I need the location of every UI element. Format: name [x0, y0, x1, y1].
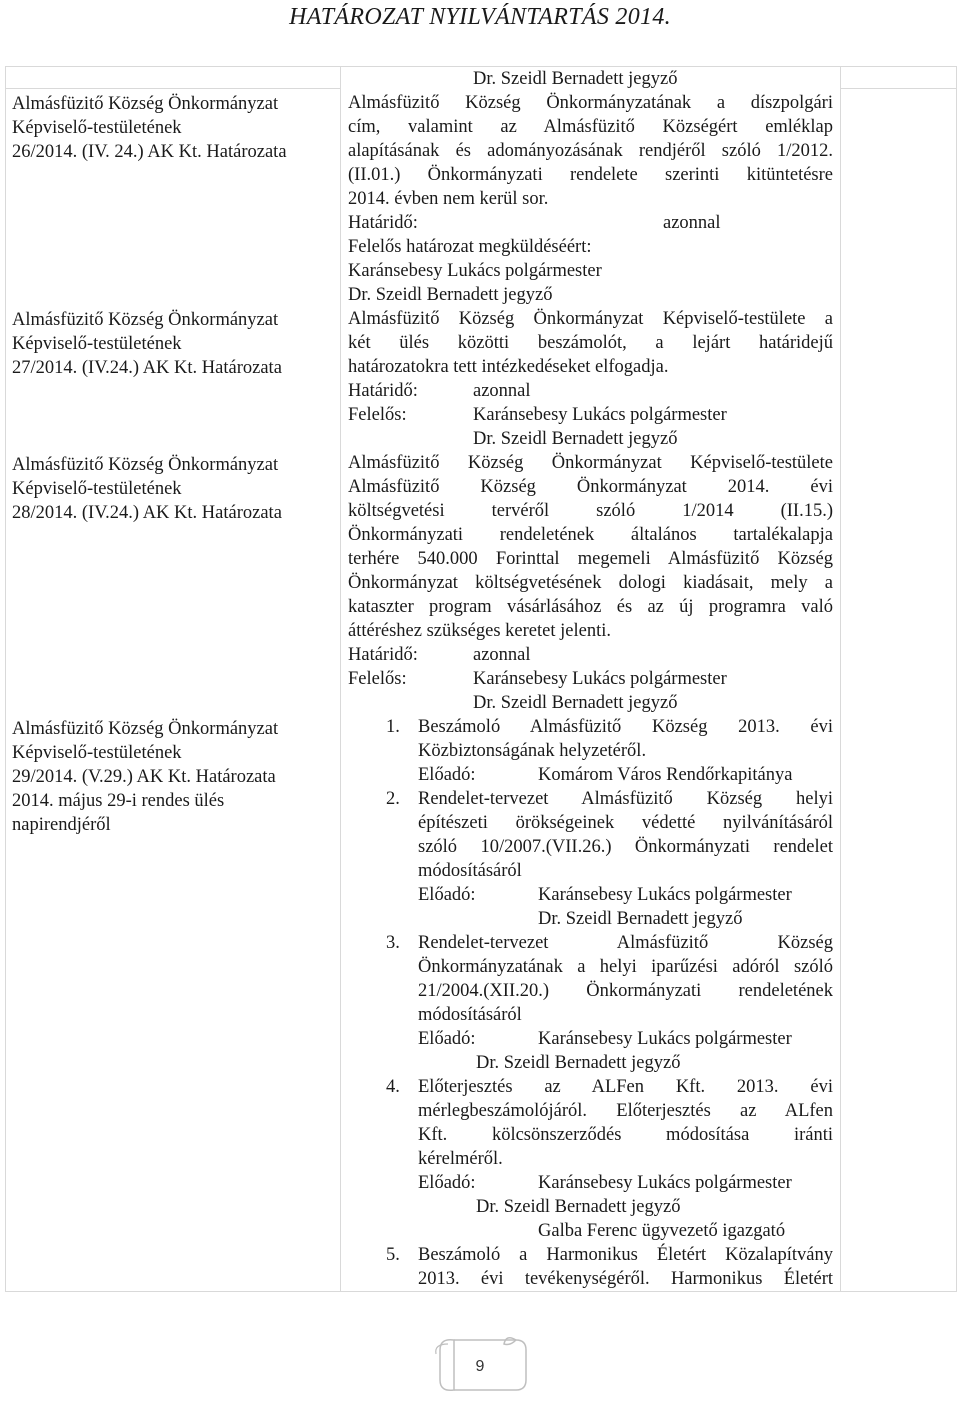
agenda-item-number: 4. — [386, 1077, 400, 1097]
resolution-text-line: Almásfüzitő Község Önkormányzat 2014. évi — [348, 477, 833, 497]
presenter-name: Karánsebesy Lukács polgármester — [538, 1029, 792, 1049]
resolution-text-line: terhére 540.000 Forinttal megemeli Almásfüzitő Község — [348, 549, 833, 569]
responsible-person: Dr. Szeidl Bernadett jegyző — [473, 429, 678, 449]
presenter-name: Dr. Szeidl Bernadett jegyző — [476, 1053, 681, 1073]
left-cell-26 — [12, 92, 330, 164]
left-cell-line: Képviselő-testületének — [12, 479, 182, 499]
resolution-text-line: Almásfüzitő Község Önkormányzatának a díszpolgári — [348, 93, 833, 113]
responsible-label: Felelős: — [348, 405, 407, 425]
left-cell-line: 28/2014. (IV.24.) AK Kt. Határozata — [12, 503, 282, 523]
left-cell-line: Képviselő-testületének — [12, 334, 182, 354]
agenda-item-line: kérelméről. — [418, 1149, 503, 1169]
agenda-item-line: 21/2004.(XII.20.) Önkormányzati rendeletének — [418, 981, 833, 1001]
presenter-line — [348, 1051, 833, 1075]
table-border-bottom — [5, 1291, 957, 1292]
agenda-item-line: Közbiztonságának helyzetéről. — [418, 741, 647, 761]
left-cell-line: Almásfüzitő Község Önkormányzat — [12, 719, 279, 739]
resolution-text-line: (II.01.) Önkormányzati rendelete szerinti kitüntetésre — [348, 165, 833, 185]
presenter-name: Komárom Város Rendőrkapitánya — [538, 765, 793, 785]
resolution-text-line: határozatokra tett intézkedéseket elfogadja. — [348, 357, 669, 377]
agenda-item-number: 1. — [386, 717, 400, 737]
agenda-item-line: építészeti örökségeinek védetté nyilvánításáról — [418, 813, 833, 833]
presenter-line — [348, 1027, 833, 1051]
left-cell-line: 2014. május 29-i rendes ülés — [12, 791, 225, 811]
agenda-item-text: Rendelet-tervezet Almásfüzitő Község — [418, 933, 833, 953]
table-row-divider — [5, 88, 340, 89]
presenter-label: Előadó: — [418, 885, 476, 905]
deadline-label: Határidő: — [348, 645, 418, 665]
table-column-divider — [340, 66, 341, 1291]
presenter-name: Dr. Szeidl Bernadett jegyző — [476, 1197, 681, 1217]
responsible-person: Dr. Szeidl Bernadett jegyző — [473, 693, 678, 713]
presenter-line — [348, 1195, 833, 1219]
left-cell-line: Almásfüzitő Község Önkormányzat — [12, 455, 279, 475]
resolution-text-line: cím, valamint az Almásfüzitő Községért emléklap — [348, 117, 833, 137]
left-cell-29 — [12, 717, 330, 837]
table-border-left — [5, 66, 6, 1291]
presenter-name: Karánsebesy Lukács polgármester — [538, 885, 792, 905]
deadline-value: azonnal — [473, 645, 531, 665]
agenda-item-text: Beszámoló Almásfüzitő Község 2013. évi — [418, 717, 833, 737]
resolution-text-line: Önkormányzati rendeletének általános tartalékalapja — [348, 525, 833, 545]
deadline-value: azonnal — [663, 213, 721, 233]
resolution-text-line: Önkormányzat költségvetésének dologi kiadásait, mely a — [348, 573, 833, 593]
presenter-name: Galba Ferenc ügyvezető igazgató — [538, 1221, 786, 1241]
agenda-item-line — [348, 1243, 833, 1267]
presenter-line — [348, 763, 833, 787]
page-number-ornament — [430, 1330, 530, 1400]
left-cell-line: napirendjéről — [12, 815, 111, 835]
presenter-line — [348, 883, 833, 907]
left-cell-line: Almásfüzitő Község Önkormányzat — [12, 310, 279, 330]
resolution-text-line: alapításának és adományozásának rendjéről szóló 1/2012. — [348, 141, 833, 161]
agenda-item-line: mérlegbeszámolójáról. Előterjesztés az ALfen — [418, 1101, 833, 1121]
table-column-divider — [840, 66, 841, 1291]
table-row-divider — [840, 88, 956, 89]
presenter-label: Előadó: — [418, 1173, 476, 1193]
responsible-line — [348, 667, 833, 691]
deadline-line — [348, 379, 833, 403]
responsible-line — [348, 403, 833, 427]
resolution-text-line: Almásfüzitő Község Önkormányzat Képviselő-testülete — [348, 453, 833, 473]
presenter-name: Karánsebesy Lukács polgármester — [538, 1173, 792, 1193]
left-cell-line: 26/2014. (IV. 24.) AK Kt. Határozata — [12, 142, 287, 162]
agenda-item-number: 5. — [386, 1245, 400, 1265]
left-cell-line: 27/2014. (IV.24.) AK Kt. Határozata — [12, 358, 282, 378]
responsible-line: Felelős határozat megküldéséért: — [348, 237, 592, 257]
signatory-line: Dr. Szeidl Bernadett jegyző — [473, 69, 678, 89]
agenda-item-line — [348, 931, 833, 955]
left-cell-28 — [12, 453, 330, 525]
agenda-item-line: 2013. évi tevékenységéről. Harmonikus Életért — [418, 1269, 833, 1289]
agenda-item-line: szóló 10/2007.(VII.26.) Önkormányzati rendelet — [418, 837, 833, 857]
deadline-value: azonnal — [473, 381, 531, 401]
left-cell-line: 29/2014. (V.29.) AK Kt. Határozata — [12, 767, 276, 787]
deadline-label: Határidő: — [348, 381, 418, 401]
table-border-right — [956, 66, 957, 1291]
resolution-text-line: 2014. évben nem kerül sor. — [348, 189, 549, 209]
page-number: 9 — [475, 1358, 485, 1375]
left-cell-line: Képviselő-testületének — [12, 743, 182, 763]
responsible-person: Dr. Szeidl Bernadett jegyző — [348, 285, 553, 305]
presenter-line — [348, 1171, 833, 1195]
responsible-person: Karánsebesy Lukács polgármester — [348, 261, 602, 281]
left-cell-line: Képviselő-testületének — [12, 118, 182, 138]
right-column — [348, 67, 833, 1291]
agenda-item-line — [348, 787, 833, 811]
deadline-line — [348, 211, 833, 235]
deadline-line — [348, 643, 833, 667]
presenter-label: Előadó: — [418, 765, 476, 785]
agenda-item-number: 2. — [386, 789, 400, 809]
left-cell-line: Almásfüzitő Község Önkormányzat — [12, 94, 279, 114]
agenda-item-line: Kft. kölcsönszerződés módosítása iránti — [418, 1125, 833, 1145]
document-title: HATÁROZAT NYILVÁNTARTÁS 2014. — [289, 4, 671, 30]
resolution-text-line: Almásfüzitő Község Önkormányzat Képviselő-testülete a — [348, 309, 833, 329]
responsible-person: Karánsebesy Lukács polgármester — [473, 669, 727, 689]
agenda-item-line — [348, 715, 833, 739]
resolution-text-line: kataszter program vásárlásához és az új programra való — [348, 597, 833, 617]
agenda-item-text: Előterjesztés az ALFen Kft. 2013. évi — [418, 1077, 833, 1097]
resolution-text-line: két ülés közötti beszámolót, a lejárt határidejű — [348, 333, 833, 353]
agenda-item-text: Beszámoló a Harmonikus Életért Közalapítvány — [418, 1245, 833, 1265]
resolution-text-line: áttéréshez szükséges keretet jelenti. — [348, 621, 611, 641]
presenter-label: Előadó: — [418, 1029, 476, 1049]
agenda-item-text: Rendelet-tervezet Almásfüzitő Község helyi — [418, 789, 833, 809]
presenter-line — [348, 907, 833, 931]
responsible-person: Karánsebesy Lukács polgármester — [473, 405, 727, 425]
agenda-item-line: Önkormányzatának a helyi iparűzési adóról szóló — [418, 957, 833, 977]
agenda-item-line: módosításáról — [418, 1005, 522, 1025]
responsible-label: Felelős: — [348, 669, 407, 689]
agenda-item-line — [348, 1075, 833, 1099]
resolution-text-line: költségvetési tervéről szóló 1/2014 (II.15.) — [348, 501, 833, 521]
agenda-item-line: módosításáról — [418, 861, 522, 881]
left-cell-27 — [12, 308, 330, 380]
deadline-label: Határidő: — [348, 213, 418, 233]
presenter-line — [348, 1219, 833, 1243]
presenter-name: Dr. Szeidl Bernadett jegyző — [538, 909, 743, 929]
agenda-item-number: 3. — [386, 933, 400, 953]
